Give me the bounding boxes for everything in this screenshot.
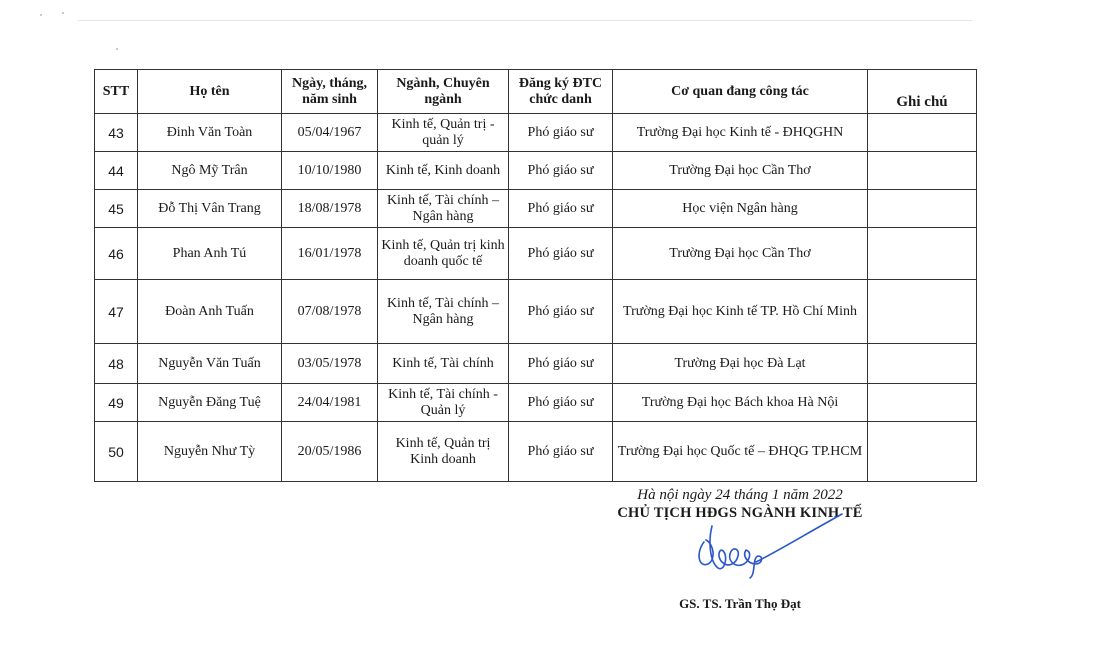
cell-name: Nguyễn Đăng Tuệ [138,384,282,422]
cell-dob: 05/04/1967 [282,114,378,152]
cell-major: Kinh tế, Quản trị - quản lý [378,114,509,152]
cell-dob: 07/08/1978 [282,280,378,344]
header-note: Ghi chú [868,70,977,114]
table-header-row [95,70,977,114]
signer-name: GS. TS. Trần Thọ Đạt [679,596,801,611]
table-row [95,190,977,228]
cell-title: Phó giáo sư [509,280,613,344]
cell-major: Kinh tế, Kinh doanh [378,152,509,190]
signing-date: Hà nội ngày 24 tháng 1 năm 2022 [637,487,843,503]
cell-dob: 20/05/1986 [282,422,378,482]
table-row [95,228,977,280]
header-dob: Ngày, tháng, năm sinh [282,70,378,114]
cell-name: Phan Anh Tú [138,228,282,280]
cell-dob: 03/05/1978 [282,344,378,384]
cell-title: Phó giáo sư [509,384,613,422]
cell-org: Trường Đại học Bách khoa Hà Nội [613,384,868,422]
cell-title: Phó giáo sư [509,114,613,152]
table-row [95,422,977,482]
header-org: Cơ quan đang công tác [613,70,868,114]
cell-name: Ngô Mỹ Trân [138,152,282,190]
cell-note [868,344,977,384]
cell-note [868,280,977,344]
scan-speck [40,14,42,16]
signature-stroke [699,514,842,578]
cell-note [868,422,977,482]
cell-major: Kinh tế, Quản trị kinh doanh quốc tế [378,228,509,280]
cell-dob: 24/04/1981 [282,384,378,422]
cell-name: Nguyễn Văn Tuấn [138,344,282,384]
table-row [95,152,977,190]
cell-stt: 50 [95,422,138,482]
scan-speck [116,48,118,50]
cell-title: Phó giáo sư [509,344,613,384]
cell-org: Trường Đại học Kinh tế TP. Hồ Chí Minh [613,280,868,344]
handwritten-signature [686,512,846,582]
cell-note [868,384,977,422]
cell-stt: 47 [95,280,138,344]
cell-title: Phó giáo sư [509,190,613,228]
cell-name: Đỗ Thị Vân Trang [138,190,282,228]
cell-stt: 46 [95,228,138,280]
cell-note [868,190,977,228]
cell-note [868,152,977,190]
cell-dob: 18/08/1978 [282,190,378,228]
cell-note [868,228,977,280]
cell-title: Phó giáo sư [509,152,613,190]
cell-stt: 48 [95,344,138,384]
scan-speck [62,12,64,14]
cell-stt: 49 [95,384,138,422]
header-major: Ngành, Chuyên ngành [378,70,509,114]
table-row [95,344,977,384]
cell-dob: 10/10/1980 [282,152,378,190]
table-row [95,280,977,344]
cell-name: Nguyễn Như Tỳ [138,422,282,482]
table-row [95,114,977,152]
cell-dob: 16/01/1978 [282,228,378,280]
cell-name: Đinh Văn Toàn [138,114,282,152]
cell-stt: 45 [95,190,138,228]
cell-title: Phó giáo sư [509,422,613,482]
table-row [95,384,977,422]
header-stt: STT [95,70,138,114]
cell-major: Kinh tế, Tài chính - Quản lý [378,384,509,422]
header-title: Đăng ký ĐTC chức danh [509,70,613,114]
cell-stt: 43 [95,114,138,152]
cell-org: Trường Đại học Cần Thơ [613,152,868,190]
cell-org: Trường Đại học Quốc tế – ĐHQG TP.HCM [613,422,868,482]
cell-org: Trường Đại học Đà Lạt [613,344,868,384]
cell-org: Trường Đại học Kinh tế - ĐHQGHN [613,114,868,152]
candidate-table [94,69,977,482]
cell-name: Đoàn Anh Tuấn [138,280,282,344]
cell-major: Kinh tế, Tài chính – Ngân hàng [378,280,509,344]
cell-org: Học viện Ngân hàng [613,190,868,228]
cell-stt: 44 [95,152,138,190]
cell-major: Kinh tế, Tài chính – Ngân hàng [378,190,509,228]
signer-title: CHỦ TỊCH HĐGS NGÀNH KINH TẾ [617,505,863,521]
header-name: Họ tên [138,70,282,114]
cell-title: Phó giáo sư [509,228,613,280]
cell-major: Kinh tế, Tài chính [378,344,509,384]
cell-major: Kinh tế, Quản trị Kinh doanh [378,422,509,482]
cell-org: Trường Đại học Cần Thơ [613,228,868,280]
cell-note [868,114,977,152]
